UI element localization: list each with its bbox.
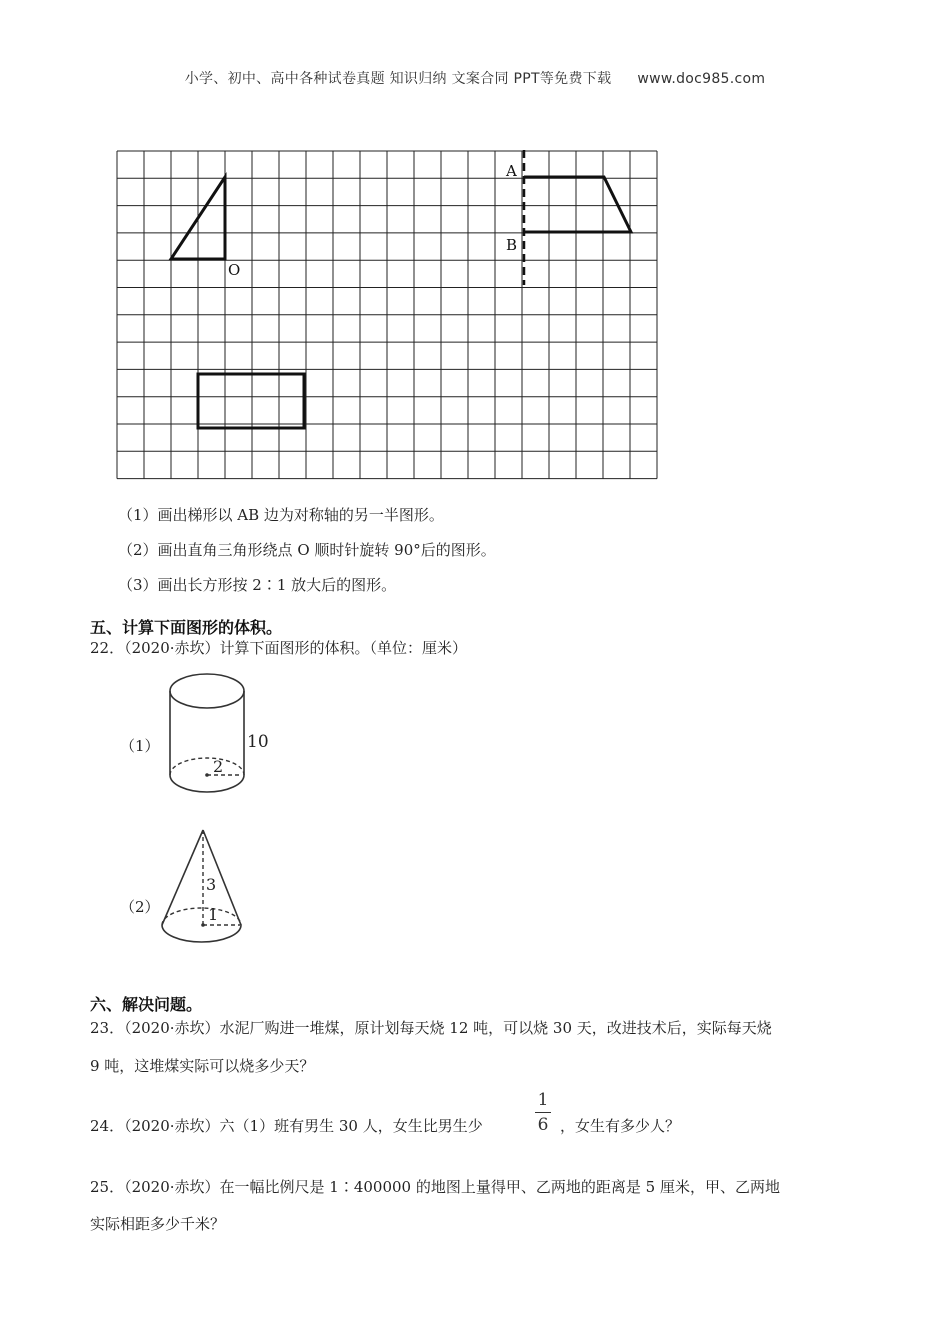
section-5-title: 五、计算下面图形的体积。 xyxy=(90,618,283,637)
header-url: www.doc985.com xyxy=(637,71,766,87)
cone-left-edge xyxy=(162,830,203,925)
q22-stem: 22．（2020·赤坎）计算下面图形的体积。（单位：厘米） xyxy=(90,639,468,657)
q24-after: ，女生有多少人？ xyxy=(560,1117,681,1135)
q24-text: 24．（2020·赤坎）六（1）班有男生 30 人，女生比男生少 xyxy=(90,1117,483,1135)
cone-base-front xyxy=(162,925,241,942)
trapezoid-half xyxy=(524,177,631,232)
label-o: O xyxy=(228,261,241,279)
grid-task-2: （2）画出直角三角形绕点 O 顺时针旋转 90°后的图形。 xyxy=(118,541,496,559)
cylinder-bottom-back xyxy=(170,758,244,775)
cylinder-top xyxy=(170,674,244,708)
cylinder-radius-label: 2 xyxy=(213,757,224,776)
fraction-numerator: 1 xyxy=(537,1090,549,1110)
q23-line2: 9 吨，这堆煤实际可以烧多少天？ xyxy=(90,1057,315,1075)
label-b: B xyxy=(506,236,518,254)
grid-figure xyxy=(0,0,950,500)
q25-line1: 25．（2020·赤坎）在一幅比例尺是 1∶400000 的地图上量得甲、乙两地的距离是 5 厘米，甲、乙两地 xyxy=(90,1178,780,1196)
label-a: A xyxy=(506,162,517,180)
cylinder-figure xyxy=(150,665,290,815)
fraction-denominator: 6 xyxy=(537,1115,549,1135)
grid-task-1: （1）画出梯形以 AB 边为对称轴的另一半图形。 xyxy=(118,506,444,524)
header-text: 小学、初中、高中各种试卷真题 知识归纳 文案合同 PPT等免费下载 xyxy=(184,71,612,87)
section-6-title: 六、解决问题。 xyxy=(90,995,203,1014)
q23-line1: 23．（2020·赤坎）水泥厂购进一堆煤，原计划每天烧 12 吨，可以烧 30 天，改进技术后，实际每天烧 xyxy=(90,1019,772,1037)
cone-base-back xyxy=(162,908,241,925)
cylinder-center-dot xyxy=(205,773,209,777)
q25-line2: 实际相距多少千米？ xyxy=(90,1215,226,1233)
cylinder-bottom-front xyxy=(170,775,244,792)
cone-height-label: 3 xyxy=(206,875,217,894)
cone-center-dot xyxy=(201,923,205,927)
cone-figure xyxy=(150,825,280,950)
grid-task-3: （3）画出长方形按 2∶1 放大后的图形。 xyxy=(118,576,397,594)
cylinder-height-label: 10 xyxy=(247,732,269,752)
fraction-bar xyxy=(535,1112,551,1113)
grid-task-list xyxy=(118,500,496,600)
q24-fraction xyxy=(535,1090,551,1135)
cone-radius-label: 1 xyxy=(208,905,219,924)
q22-item1-label: （1） xyxy=(120,737,160,755)
q22-item2-label: （2） xyxy=(120,898,160,916)
rectangle-shape xyxy=(198,374,304,428)
